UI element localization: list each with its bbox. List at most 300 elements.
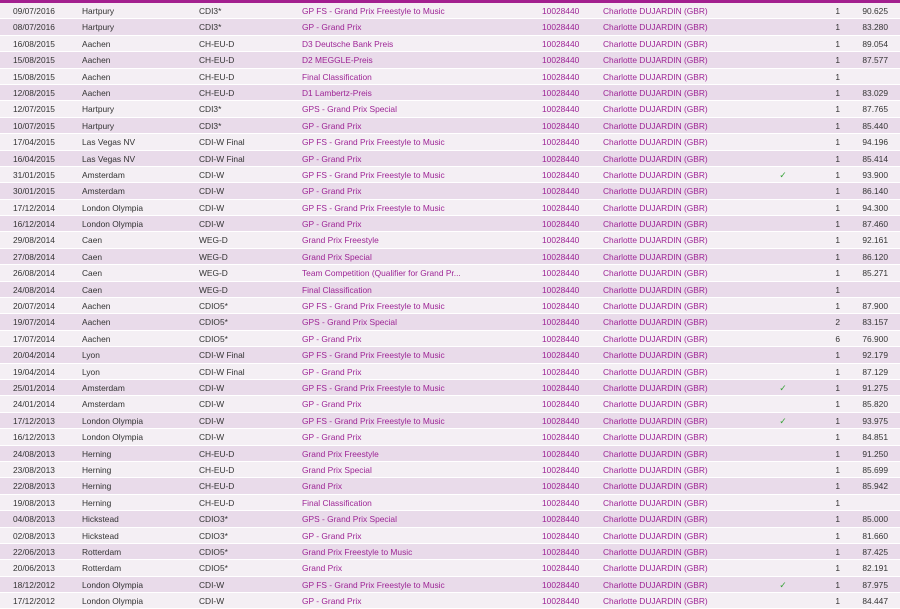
table-row <box>0 85 900 101</box>
table-row <box>0 265 900 281</box>
score-cell: 87.900 <box>862 301 888 312</box>
category-cell: CH-EU-D <box>199 448 235 459</box>
table-row <box>0 249 900 265</box>
venue-cell: Herning <box>82 497 112 508</box>
horse-id-link[interactable]: 10028440 <box>542 382 580 393</box>
competition-link[interactable]: GP FS - Grand Prix Freestyle to Music <box>302 415 445 426</box>
rank-cell: 1 <box>835 55 840 66</box>
score-cell: 85.414 <box>862 153 888 164</box>
table-row <box>0 183 900 199</box>
date-cell: 23/08/2013 <box>13 464 55 475</box>
horse-id-link[interactable]: 10028440 <box>542 186 580 197</box>
rider-link[interactable]: Charlotte DUJARDIN (GBR) <box>603 596 708 607</box>
rank-cell: 1 <box>835 169 840 180</box>
date-cell: 04/08/2013 <box>13 514 55 525</box>
table-row <box>0 101 900 117</box>
rider-link[interactable]: Charlotte DUJARDIN (GBR) <box>603 22 708 33</box>
category-cell: CDI-W <box>199 596 225 607</box>
competition-link[interactable]: Grand Prix Freestyle <box>302 448 379 459</box>
check-icon: ✓ <box>779 415 787 426</box>
check-icon: ✓ <box>779 579 787 590</box>
venue-cell: Lyon <box>82 366 100 377</box>
rider-link[interactable]: Charlotte DUJARDIN (GBR) <box>603 137 708 148</box>
date-cell: 29/08/2014 <box>13 235 55 246</box>
date-cell: 17/12/2013 <box>13 415 55 426</box>
category-cell: CDI-W Final <box>199 153 245 164</box>
venue-cell: Aachen <box>82 55 111 66</box>
score-cell: 94.196 <box>862 137 888 148</box>
score-cell: 89.054 <box>862 38 888 49</box>
competition-link[interactable]: GPS - Grand Prix Special <box>302 317 397 328</box>
rider-link[interactable]: Charlotte DUJARDIN (GBR) <box>603 563 708 574</box>
competition-link[interactable]: Grand Prix <box>302 563 343 574</box>
venue-cell: Amsterdam <box>82 399 125 410</box>
rank-cell: 1 <box>835 235 840 246</box>
category-cell: CDI-W Final <box>199 366 245 377</box>
category-cell: CDI-W Final <box>199 350 245 361</box>
table-row <box>0 3 900 19</box>
competition-link[interactable]: GP - Grand Prix <box>302 432 362 443</box>
venue-cell: Hartpury <box>82 120 115 131</box>
venue-cell: Hartpury <box>82 104 115 115</box>
category-cell: CDI3* <box>199 22 222 33</box>
score-cell: 81.660 <box>862 530 888 541</box>
date-cell: 24/08/2014 <box>13 284 55 295</box>
horse-id-link[interactable]: 10028440 <box>542 38 580 49</box>
rider-link[interactable]: Charlotte DUJARDIN (GBR) <box>603 464 708 475</box>
rider-link[interactable]: Charlotte DUJARDIN (GBR) <box>603 579 708 590</box>
rider-link[interactable]: Charlotte DUJARDIN (GBR) <box>603 301 708 312</box>
horse-id-link[interactable]: 10028440 <box>542 120 580 131</box>
venue-cell: Lyon <box>82 350 100 361</box>
date-cell: 17/12/2014 <box>13 202 55 213</box>
date-cell: 24/01/2014 <box>13 399 55 410</box>
rank-cell: 6 <box>835 333 840 344</box>
category-cell: CDIO5* <box>199 546 228 557</box>
rank-cell: 1 <box>835 71 840 82</box>
competition-link[interactable]: GP - Grand Prix <box>302 333 362 344</box>
horse-id-link[interactable]: 10028440 <box>542 284 580 295</box>
venue-cell: Amsterdam <box>82 186 125 197</box>
competition-link[interactable]: Grand Prix Freestyle <box>302 235 379 246</box>
rank-cell: 1 <box>835 22 840 33</box>
score-cell: 92.161 <box>862 235 888 246</box>
rider-link[interactable]: Charlotte DUJARDIN (GBR) <box>603 104 708 115</box>
horse-id-link[interactable]: 10028440 <box>542 563 580 574</box>
category-cell: CDIO3* <box>199 530 228 541</box>
venue-cell: London Olympia <box>82 219 143 230</box>
competition-link[interactable]: D2 MEGGLE-Preis <box>302 55 373 66</box>
rider-link[interactable]: Charlotte DUJARDIN (GBR) <box>603 530 708 541</box>
category-cell: CDI-W <box>199 579 225 590</box>
competition-link[interactable]: D3 Deutsche Bank Preis <box>302 38 394 49</box>
horse-id-link[interactable]: 10028440 <box>542 497 580 508</box>
rider-link[interactable]: Charlotte DUJARDIN (GBR) <box>603 333 708 344</box>
category-cell: CDIO5* <box>199 563 228 574</box>
score-cell: 83.157 <box>862 317 888 328</box>
competition-link[interactable]: GP - Grand Prix <box>302 596 362 607</box>
rider-link[interactable]: Charlotte DUJARDIN (GBR) <box>603 87 708 98</box>
rank-cell: 1 <box>835 464 840 475</box>
score-cell: 87.425 <box>862 546 888 557</box>
score-cell: 87.765 <box>862 104 888 115</box>
venue-cell: Las Vegas NV <box>82 137 136 148</box>
score-cell: 85.942 <box>862 481 888 492</box>
horse-id-link[interactable]: 10028440 <box>542 6 580 16</box>
venue-cell: Hickstead <box>82 530 119 541</box>
score-cell: 84.851 <box>862 432 888 443</box>
category-cell: CDIO5* <box>199 333 228 344</box>
table-row <box>0 36 900 52</box>
rank-cell: 1 <box>835 497 840 508</box>
table-row <box>0 429 900 445</box>
rider-link[interactable]: Charlotte DUJARDIN (GBR) <box>603 219 708 230</box>
date-cell: 18/12/2012 <box>13 579 55 590</box>
date-cell: 22/06/2013 <box>13 546 55 557</box>
table-row <box>0 446 900 462</box>
table-row <box>0 478 900 494</box>
rider-link[interactable]: Charlotte DUJARDIN (GBR) <box>603 284 708 295</box>
horse-id-link[interactable]: 10028440 <box>542 546 580 557</box>
rider-link[interactable]: Charlotte DUJARDIN (GBR) <box>603 169 708 180</box>
horse-id-link[interactable]: 10028440 <box>542 481 580 492</box>
competition-link[interactable]: GP FS - Grand Prix Freestyle to Music <box>302 169 445 180</box>
date-cell: 02/08/2013 <box>13 530 55 541</box>
rank-cell: 1 <box>835 530 840 541</box>
horse-id-link[interactable]: 10028440 <box>542 55 580 66</box>
category-cell: CDIO3* <box>199 514 228 525</box>
competition-link[interactable]: GPS - Grand Prix Special <box>302 514 397 525</box>
check-icon: ✓ <box>779 169 787 180</box>
competition-link[interactable]: GP FS - Grand Prix Freestyle to Music <box>302 6 445 16</box>
rider-link[interactable]: Charlotte DUJARDIN (GBR) <box>603 399 708 410</box>
horse-id-link[interactable]: 10028440 <box>542 317 580 328</box>
date-cell: 17/04/2015 <box>13 137 55 148</box>
venue-cell: Herning <box>82 464 112 475</box>
horse-id-link[interactable]: 10028440 <box>542 350 580 361</box>
table-row <box>0 495 900 511</box>
competition-link[interactable]: Grand Prix <box>302 481 343 492</box>
rank-cell: 1 <box>835 153 840 164</box>
rank-cell: 1 <box>835 87 840 98</box>
horse-id-link[interactable]: 10028440 <box>542 137 580 148</box>
rider-link[interactable]: Charlotte DUJARDIN (GBR) <box>603 235 708 246</box>
date-cell: 20/04/2014 <box>13 350 55 361</box>
competition-link[interactable]: GP FS - Grand Prix Freestyle to Music <box>302 301 445 312</box>
horse-id-link[interactable]: 10028440 <box>542 235 580 246</box>
competition-link[interactable]: GP - Grand Prix <box>302 219 362 230</box>
date-cell: 22/08/2013 <box>13 481 55 492</box>
venue-cell: Caen <box>82 251 103 262</box>
competition-link[interactable]: Final Classification <box>302 497 372 508</box>
horse-id-link[interactable]: 10028440 <box>542 579 580 590</box>
date-cell: 25/01/2014 <box>13 382 55 393</box>
horse-id-link[interactable]: 10028440 <box>542 366 580 377</box>
rider-link[interactable]: Charlotte DUJARDIN (GBR) <box>603 38 708 49</box>
rider-link[interactable]: Charlotte DUJARDIN (GBR) <box>603 366 708 377</box>
horse-id-link[interactable]: 10028440 <box>542 169 580 180</box>
check-icon: ✓ <box>779 382 787 393</box>
rank-cell: 1 <box>835 366 840 377</box>
table-row <box>0 232 900 248</box>
date-cell: 26/08/2014 <box>13 268 55 279</box>
date-cell: 31/01/2015 <box>13 169 55 180</box>
horse-id-link[interactable]: 10028440 <box>542 514 580 525</box>
score-cell: 87.129 <box>862 366 888 377</box>
table-row <box>0 216 900 232</box>
score-cell: 85.000 <box>862 514 888 525</box>
table-row <box>0 347 900 363</box>
venue-cell: Aachen <box>82 333 111 344</box>
venue-cell: Hartpury <box>82 22 115 33</box>
rider-link[interactable]: Charlotte DUJARDIN (GBR) <box>603 71 708 82</box>
table-row <box>0 298 900 314</box>
table-row <box>0 314 900 330</box>
category-cell: CDI-W <box>199 186 225 197</box>
table-row <box>0 200 900 216</box>
venue-cell: Aachen <box>82 71 111 82</box>
rank-cell: 1 <box>835 596 840 607</box>
table-row <box>0 413 900 429</box>
horse-id-link[interactable]: 10028440 <box>542 399 580 410</box>
date-cell: 12/08/2015 <box>13 87 55 98</box>
competition-link[interactable]: GP - Grand Prix <box>302 186 362 197</box>
competition-link[interactable]: GP - Grand Prix <box>302 22 362 33</box>
venue-cell: Herning <box>82 448 112 459</box>
score-cell: 86.140 <box>862 186 888 197</box>
rider-link[interactable]: Charlotte DUJARDIN (GBR) <box>603 546 708 557</box>
rank-cell: 1 <box>835 268 840 279</box>
score-cell: 87.577 <box>862 55 888 66</box>
category-cell: WEG-D <box>199 268 228 279</box>
table-row <box>0 380 900 396</box>
table-row <box>0 151 900 167</box>
horse-id-link[interactable]: 10028440 <box>542 71 580 82</box>
category-cell: CH-EU-D <box>199 464 235 475</box>
rank-cell: 1 <box>835 251 840 262</box>
table-row <box>0 167 900 183</box>
competition-link[interactable]: GP FS - Grand Prix Freestyle to Music <box>302 137 445 148</box>
date-cell: 16/12/2014 <box>13 219 55 230</box>
rider-link[interactable]: Charlotte DUJARDIN (GBR) <box>603 55 708 66</box>
date-cell: 15/08/2015 <box>13 55 55 66</box>
venue-cell: London Olympia <box>82 579 143 590</box>
venue-cell: London Olympia <box>82 415 143 426</box>
date-cell: 15/08/2015 <box>13 71 55 82</box>
horse-id-link[interactable]: 10028440 <box>542 432 580 443</box>
category-cell: CDI-W <box>199 415 225 426</box>
table-row <box>0 593 900 609</box>
category-cell: WEG-D <box>199 251 228 262</box>
horse-id-link[interactable]: 10028440 <box>542 268 580 279</box>
rider-link[interactable]: Charlotte DUJARDIN (GBR) <box>603 251 708 262</box>
rider-link[interactable]: Charlotte DUJARDIN (GBR) <box>603 317 708 328</box>
horse-id-link[interactable]: 10028440 <box>542 415 580 426</box>
category-cell: CH-EU-D <box>199 481 235 492</box>
horse-id-link[interactable]: 10028440 <box>542 333 580 344</box>
score-cell: 83.280 <box>862 22 888 33</box>
rank-cell: 1 <box>835 415 840 426</box>
rider-link[interactable]: Charlotte DUJARDIN (GBR) <box>603 202 708 213</box>
horse-id-link[interactable]: 10028440 <box>542 22 580 33</box>
table-row <box>0 118 900 134</box>
score-cell: 93.975 <box>862 415 888 426</box>
date-cell: 17/07/2014 <box>13 333 55 344</box>
competition-link[interactable]: GP - Grand Prix <box>302 530 362 541</box>
rank-cell: 2 <box>835 317 840 328</box>
category-cell: CDI-W Final <box>199 137 245 148</box>
competition-link[interactable]: GPS - Grand Prix Special <box>302 104 397 115</box>
competition-link[interactable]: Grand Prix Special <box>302 464 372 475</box>
category-cell: WEG-D <box>199 235 228 246</box>
horse-id-link[interactable]: 10028440 <box>542 448 580 459</box>
table-row <box>0 511 900 527</box>
results-table <box>0 3 900 609</box>
rank-cell: 1 <box>835 481 840 492</box>
venue-cell: Aachen <box>82 317 111 328</box>
date-cell: 24/08/2013 <box>13 448 55 459</box>
score-cell: 82.191 <box>862 563 888 574</box>
rider-link[interactable]: Charlotte DUJARDIN (GBR) <box>603 497 708 508</box>
venue-cell: Rotterdam <box>82 563 122 574</box>
competition-link[interactable]: Final Classification <box>302 71 372 82</box>
score-cell: 76.900 <box>862 333 888 344</box>
category-cell: CDI-W <box>199 169 225 180</box>
date-cell: 10/07/2015 <box>13 120 55 131</box>
rider-link[interactable]: Charlotte DUJARDIN (GBR) <box>603 514 708 525</box>
horse-id-link[interactable]: 10028440 <box>542 219 580 230</box>
category-cell: WEG-D <box>199 284 228 295</box>
venue-cell: Caen <box>82 284 103 295</box>
category-cell: CDI-W <box>199 399 225 410</box>
horse-id-link[interactable]: 10028440 <box>542 464 580 475</box>
rank-cell: 1 <box>835 432 840 443</box>
competition-link[interactable]: D1 Lambertz-Preis <box>302 87 372 98</box>
venue-cell: Hickstead <box>82 514 119 525</box>
competition-link[interactable]: Grand Prix Special <box>302 251 372 262</box>
score-cell: 83.029 <box>862 87 888 98</box>
venue-cell: London Olympia <box>82 202 143 213</box>
rider-link[interactable]: Charlotte DUJARDIN (GBR) <box>603 186 708 197</box>
date-cell: 20/07/2014 <box>13 301 55 312</box>
rank-cell: 1 <box>835 104 840 115</box>
rider-link[interactable]: Charlotte DUJARDIN (GBR) <box>603 432 708 443</box>
venue-cell: Herning <box>82 481 112 492</box>
score-cell: 85.820 <box>862 399 888 410</box>
score-cell: 85.699 <box>862 464 888 475</box>
horse-id-link[interactable]: 10028440 <box>542 530 580 541</box>
rider-link[interactable]: Charlotte DUJARDIN (GBR) <box>603 350 708 361</box>
horse-id-link[interactable]: 10028440 <box>542 251 580 262</box>
venue-cell: Aachen <box>82 87 111 98</box>
rider-link[interactable]: Charlotte DUJARDIN (GBR) <box>603 382 708 393</box>
rank-cell: 1 <box>835 120 840 131</box>
date-cell: 19/08/2013 <box>13 497 55 508</box>
table-row <box>0 544 900 560</box>
horse-id-link[interactable]: 10028440 <box>542 596 580 607</box>
category-cell: CH-EU-D <box>199 38 235 49</box>
rank-cell: 1 <box>835 6 840 16</box>
rank-cell: 1 <box>835 350 840 361</box>
rank-cell: 1 <box>835 382 840 393</box>
score-cell: 84.447 <box>862 596 888 607</box>
horse-id-link[interactable]: 10028440 <box>542 202 580 213</box>
competition-link[interactable]: GP FS - Grand Prix Freestyle to Music <box>302 350 445 361</box>
rank-cell: 1 <box>835 563 840 574</box>
competition-link[interactable]: GP FS - Grand Prix Freestyle to Music <box>302 579 445 590</box>
competition-link[interactable]: Grand Prix Freestyle to Music <box>302 546 413 557</box>
date-cell: 12/07/2015 <box>13 104 55 115</box>
rider-link[interactable]: Charlotte DUJARDIN (GBR) <box>603 481 708 492</box>
venue-cell: Hartpury <box>82 6 115 16</box>
competition-link[interactable]: Team Competition (Qualifier for Grand Pr... <box>302 268 461 279</box>
table-row <box>0 69 900 85</box>
score-cell: 91.275 <box>862 382 888 393</box>
table-row <box>0 560 900 576</box>
table-row <box>0 577 900 593</box>
competition-link[interactable]: Final Classification <box>302 284 372 295</box>
rider-link[interactable]: Charlotte DUJARDIN (GBR) <box>603 415 708 426</box>
table-row <box>0 462 900 478</box>
table-row <box>0 282 900 298</box>
date-cell: 20/06/2013 <box>13 563 55 574</box>
score-cell: 92.179 <box>862 350 888 361</box>
category-cell: CH-EU-D <box>199 87 235 98</box>
competition-link[interactable]: GP FS - Grand Prix Freestyle to Music <box>302 202 445 213</box>
rider-link[interactable]: Charlotte DUJARDIN (GBR) <box>603 6 708 16</box>
score-cell: 94.300 <box>862 202 888 213</box>
category-cell: CDI3* <box>199 104 222 115</box>
rank-cell: 1 <box>835 219 840 230</box>
table-row <box>0 52 900 68</box>
table-row <box>0 134 900 150</box>
horse-id-link[interactable]: 10028440 <box>542 153 580 164</box>
score-cell: 91.250 <box>862 448 888 459</box>
category-cell: CDI-W <box>199 432 225 443</box>
category-cell: CDI-W <box>199 202 225 213</box>
rank-cell: 1 <box>835 399 840 410</box>
category-cell: CH-EU-D <box>199 71 235 82</box>
venue-cell: Rotterdam <box>82 546 122 557</box>
competition-link[interactable]: GP - Grand Prix <box>302 120 362 131</box>
competition-link[interactable]: GP - Grand Prix <box>302 366 362 377</box>
competition-link[interactable]: GP FS - Grand Prix Freestyle to Music <box>302 382 445 393</box>
competition-link[interactable]: GP - Grand Prix <box>302 399 362 410</box>
rank-cell: 1 <box>835 579 840 590</box>
rider-link[interactable]: Charlotte DUJARDIN (GBR) <box>603 120 708 131</box>
rider-link[interactable]: Charlotte DUJARDIN (GBR) <box>603 268 708 279</box>
horse-id-link[interactable]: 10028440 <box>542 87 580 98</box>
date-cell: 08/07/2016 <box>13 22 55 33</box>
table-row <box>0 528 900 544</box>
table-row <box>0 19 900 35</box>
competition-link[interactable]: GP - Grand Prix <box>302 153 362 164</box>
score-cell: 85.440 <box>862 120 888 131</box>
horse-id-link[interactable]: 10028440 <box>542 104 580 115</box>
rank-cell: 1 <box>835 514 840 525</box>
rank-cell: 1 <box>835 186 840 197</box>
category-cell: CH-EU-D <box>199 497 235 508</box>
horse-id-link[interactable]: 10028440 <box>542 301 580 312</box>
rider-link[interactable]: Charlotte DUJARDIN (GBR) <box>603 448 708 459</box>
date-cell: 30/01/2015 <box>13 186 55 197</box>
venue-cell: Aachen <box>82 301 111 312</box>
venue-cell: Aachen <box>82 38 111 49</box>
date-cell: 09/07/2016 <box>13 6 55 16</box>
date-cell: 27/08/2014 <box>13 251 55 262</box>
rider-link[interactable]: Charlotte DUJARDIN (GBR) <box>603 153 708 164</box>
category-cell: CH-EU-D <box>199 55 235 66</box>
